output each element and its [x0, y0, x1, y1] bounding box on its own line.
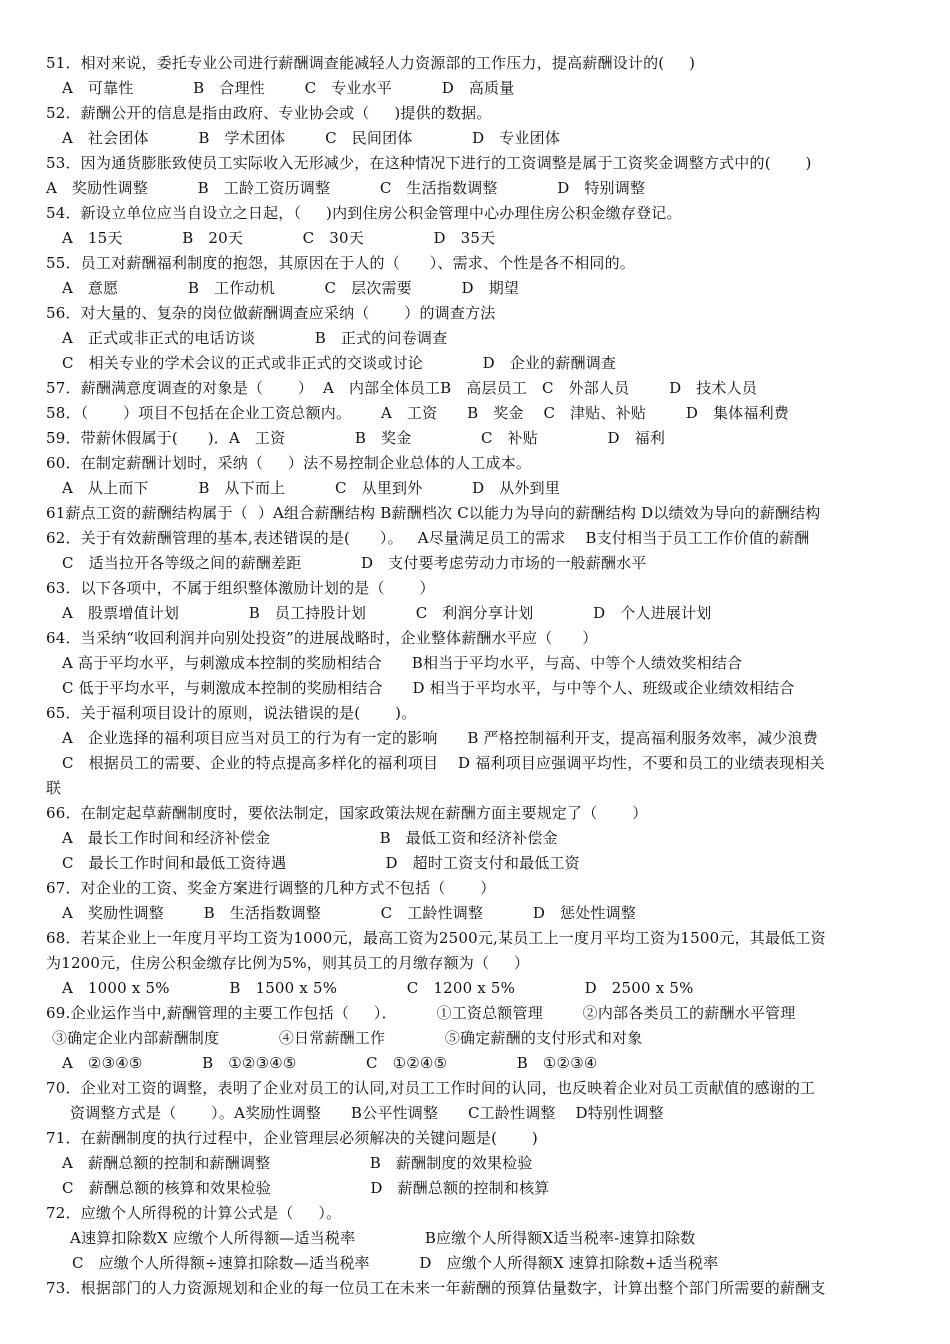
- question-51: 51．相对来说，委托专业公司进行薪酬调查能减轻人力资源部的工作压力，提高薪酬设计的( ): [46, 54, 696, 72]
- options-65-ab: A 企业选择的福利项目应当对员工的行为有一定的影响 B 严格控制福利开支，提高福利服务效率，减少浪费: [62, 729, 818, 747]
- options-65-cd: C 根据员工的需要、企业的特点提高多样化的福利项目 D 福利项目应强调平均性，不要和员工的业绩表现相关: [62, 754, 825, 772]
- question-52: 52．薪酬公开的信息是指由政府、专业协会或（ )提供的数据。: [46, 104, 492, 122]
- options-72-cd: C 应缴个人所得额÷速算扣除数—适当税率 D 应缴个人所得额X 速算扣除数+适当税率: [72, 1254, 719, 1272]
- question-71: 71．在薪酬制度的执行过程中，企业管理层必须解决的关键问题是( ): [46, 1129, 538, 1147]
- question-68: 68．若某企业上一年度月平均工资为1000元，最高工资为2500元,某员工上一度月平均工资为1500元，其最低工资: [46, 929, 826, 947]
- question-69-items: ③确定企业内部薪酬制度 ④日常薪酬工作 ⑤确定薪酬的支付形式和对象: [52, 1029, 643, 1047]
- options-64-ab: A 高于平均水平，与刺激成本控制的奖励相结合 B相当于平均水平，与高、中等个人绩效奖相结合: [62, 654, 743, 672]
- options-56-cd: C 相关专业的学术会议的正式或非正式的交谈或讨论 D 企业的薪酬调查: [62, 354, 617, 372]
- options-66-ab: A 最长工作时间和经济补偿金 B 最低工资和经济补偿金: [62, 829, 558, 847]
- question-64: 64．当采纳“收回利润并向别处投资”的进展战略时，企业整体薪酬水平应（ ）: [46, 629, 598, 647]
- options-62-cd: C 适当拉开各等级之间的薪酬差距 D 支付要考虑劳动力市场的一般薪酬水平: [62, 554, 647, 572]
- question-56: 56．对大量的、复杂的岗位做薪酬调查应采纳（ ）的调查方法: [46, 304, 496, 322]
- question-66: 66．在制定起草薪酬制度时，要依法制定，国家政策法规在薪酬方面主要规定了（ ）: [46, 804, 648, 822]
- question-61: 61薪点工资的薪酬结构属于（ ）A组合薪酬结构 B薪酬档次 C以能力为导向的薪酬结构 D以绩效为导向的薪酬结构: [46, 504, 821, 522]
- question-73: 73．根据部门的人力资源规划和企业的每一位员工在未来一年薪酬的预算估量数字，计算出整个部门所需要的薪酬支: [46, 1279, 826, 1297]
- options-55: A 意愿 B 工作动机 C 层次需要 D 期望: [62, 279, 520, 297]
- question-53: 53．因为通货膨胀致使员工实际收入无形减少，在这种情况下进行的工资调整是属于工资奖金调整方式中的( ): [46, 154, 812, 172]
- question-57: 57．薪酬满意度调查的对象是（ ） A 内部全体员工B 高层员工 C 外部人员 D 技术人员: [46, 379, 758, 397]
- question-65: 65．关于福利项目设计的原则，说法错误的是( )。: [46, 704, 417, 722]
- question-70: 70．企业对工资的调整，表明了企业对员工的认同,对员工工作时间的认同，也反映着企业对员工贡献值的感谢的工: [46, 1079, 816, 1097]
- options-53: A 奖励性调整 B 工龄工资历调整 C 生活指数调整 D 特别调整: [46, 179, 646, 197]
- options-52: A 社会团体 B 学术团体 C 民间团体 D 专业团体: [62, 129, 561, 147]
- question-70-continued: 资调整方式是（ ）。A奖励性调整 B公平性调整 C工龄性调整 D特别性调整: [70, 1104, 664, 1122]
- question-69: 69.企业运作当中,薪酬管理的主要工作包括（ ）． ①工资总额管理 ②内部各类员工的薪酬水平管理: [46, 1004, 796, 1022]
- question-67: 67．对企业的工资、奖金方案进行调整的几种方式不包括（ ）: [46, 879, 496, 897]
- question-72: 72．应缴个人所得税的计算公式是（ ）。: [46, 1204, 342, 1222]
- question-58: 58．（ ）项目不包括在企业工资总额内。 A 工资 B 奖金 C 津贴、补贴 D 集体福利费: [46, 404, 789, 422]
- options-72-ab: A速算扣除数X 应缴个人所得额—适当税率 B应缴个人所得额X适当税率-速算扣除数: [70, 1229, 696, 1247]
- options-51: A 可靠性 B 合理性 C 专业水平 D 高质量: [62, 79, 515, 97]
- question-63: 63．以下各项中，不属于组织整体激励计划的是（ ）: [46, 579, 435, 597]
- question-54: 54．新设立单位应当自设立之日起，（ )内到住房公积金管理中心办理住房公积金缴存登记。: [46, 204, 682, 222]
- options-64-cd: C 低于平均水平，与刺激成本控制的奖励相结合 D 相当于平均水平，与中等个人、班级或企业绩效相结合: [62, 679, 795, 697]
- question-68-continued: 为1200元，住房公积金缴存比例为5%，则其员工的月缴存额为（ ）: [46, 954, 530, 972]
- options-67: A 奖励性调整 B 生活指数调整 C 工龄性调整 D 惩处性调整: [62, 904, 637, 922]
- question-59: 59．带薪休假属于( )．A 工资 B 奖金 C 补贴 D 福利: [46, 429, 666, 447]
- question-62: 62．关于有效薪酬管理的基本,表述错误的是( ）。 A尽量满足员工的需求 B支付相当于员工工作价值的薪酬: [46, 529, 810, 547]
- options-54: A 15天 B 20天 C 30天 D 35天: [62, 229, 496, 247]
- options-71-cd: C 薪酬总额的核算和效果检验 D 薪酬总额的控制和核算: [62, 1179, 550, 1197]
- question-55: 55．员工对薪酬福利制度的抱怨，其原因在于人的（ ）、需求、个性是各不相同的。: [46, 254, 635, 272]
- options-66-cd: C 最长工作时间和最低工资待遇 D 超时工资支付和最低工资: [62, 854, 580, 872]
- question-60: 60．在制定薪酬计划时，采纳（ ）法不易控制企业总体的人工成本。: [46, 454, 532, 472]
- options-56-ab: A 正式或非正式的电话访谈 B 正式的问卷调查: [62, 329, 448, 347]
- options-60: A 从上而下 B 从下而上 C 从里到外 D 从外到里: [62, 479, 561, 497]
- options-63: A 股票增值计划 B 员工持股计划 C 利润分享计划 D 个人进展计划: [62, 604, 712, 622]
- options-69: A ②③④⑤ B ①②③④⑤ C ①②④⑤ B ①②③④: [62, 1054, 598, 1072]
- options-71-ab: A 薪酬总额的控制和薪酬调整 B 薪酬制度的效果检验: [62, 1154, 533, 1172]
- options-65-continued: 联: [46, 779, 62, 797]
- options-68: A 1000 x 5% B 1500 x 5% C 1200 x 5% D 2500 x 5%: [62, 979, 694, 997]
